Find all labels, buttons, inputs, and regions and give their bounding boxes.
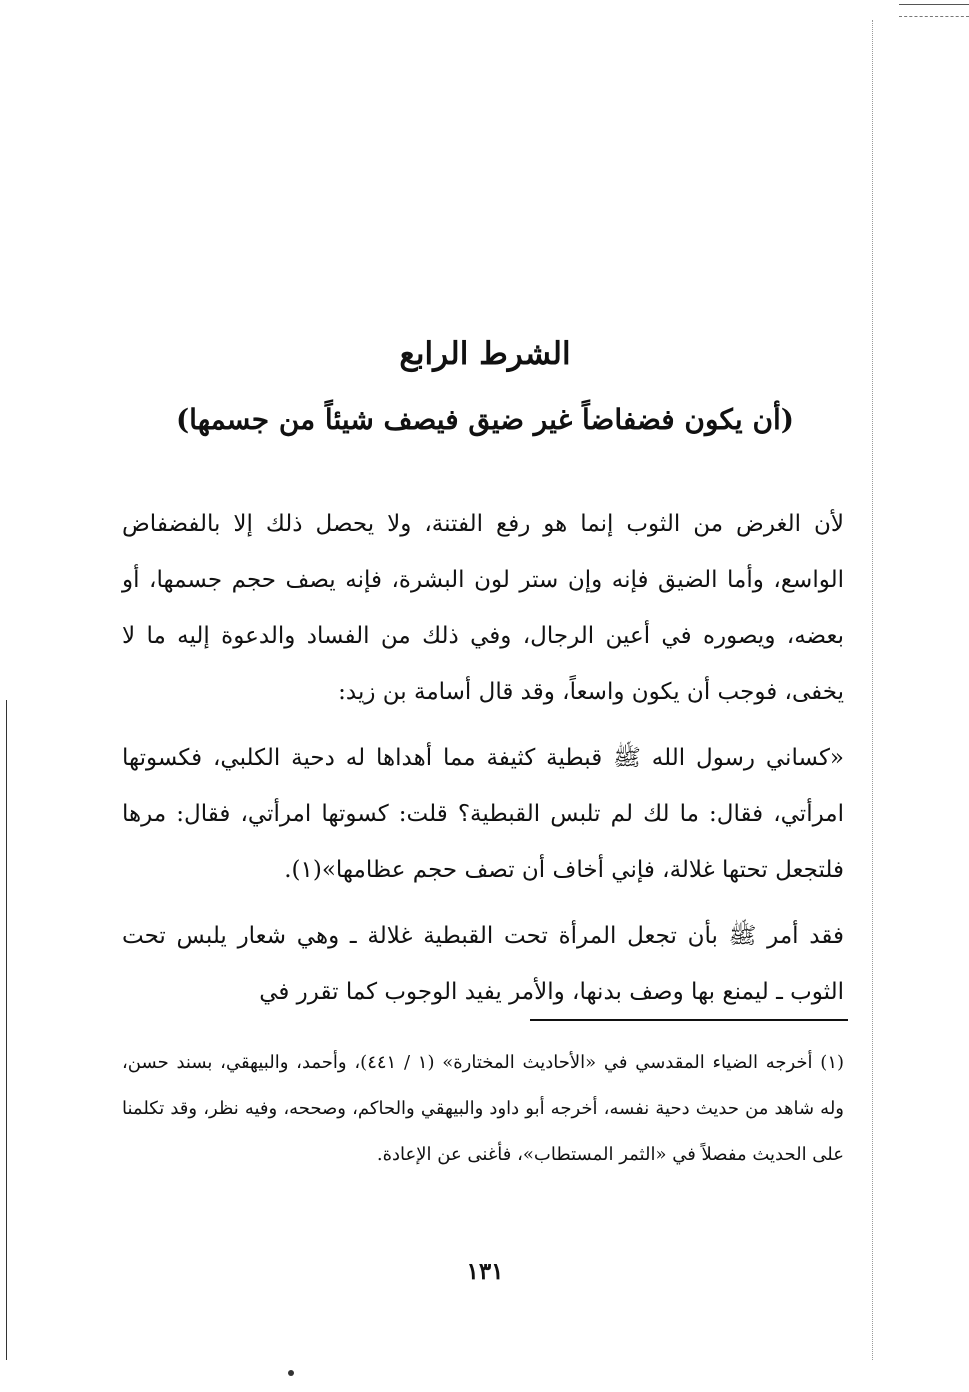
chapter-heading	[120, 330, 850, 442]
page-number: ١٣١	[466, 1258, 504, 1285]
chapter-subtitle: (أن يكون فضفاضاً غير ضيق فيصف شيئاً من جسمها)	[175, 403, 795, 436]
scan-edge-line	[899, 4, 969, 5]
paragraph: فقد أمر ﷺ بأن تجعل المرأة تحت القبطية غلالة ـ وهي شعار يلبس تحت الثوب ـ ليمنع بها وصف بدنها، والأمر يفيد الوجوب كما تقرر في	[122, 923, 844, 1005]
scan-margin-dots	[872, 20, 873, 1360]
paragraph: لأن الغرض من الثوب إنما هو رفع الفتنة، ولا يحصل ذلك إلا بالفضفاض الواسع، وأما الضيق فإنه وإن ستر لون البشرة، فإنه يصف حجم جسمها، أو بعضه، ويصوره في أعين الرجال، وفي ذلك من الفساد والدعوة إليه ما لا يخفى، فوجب أن يكون واسعاً، وقد قال أسامة بن زيد:	[122, 511, 844, 705]
footnote: (١) أخرجه الضياء المقدسي في «الأحاديث المختارة» (١ / ٤٤١)، وأحمد، والبيهقي، بسند حسن، وله شاهد من حديث دحية نفسه، أخرجه أبو داود والبيهقي والحاكم، وصححه، وفيه نظر، وقد تكلمنا على الحديث مفصلاً في «الثمر المستطاب»، فأغنى عن الإعادة.	[122, 1052, 845, 1165]
footnote-separator	[530, 1019, 848, 1021]
paragraph: «كساني رسول الله ﷺ قبطية كثيفة مما أهداها له دحية الكلبي، فكسوتها امرأتي، فقال: ما لك لم تلبس القبطية؟ قلت: كسوتها امرأتي، فقال: مرها فلتجعل تحتها غلالة، فإني أخاف أن تصف حجم عظامها»(١).	[122, 745, 844, 883]
scan-edge-line	[899, 16, 969, 17]
main-text	[122, 496, 844, 1020]
footnotes	[122, 1040, 844, 1178]
chapter-title: الشرط الرابع	[399, 336, 571, 372]
scan-edge-line	[6, 700, 7, 1360]
scan-speck	[288, 1370, 294, 1376]
